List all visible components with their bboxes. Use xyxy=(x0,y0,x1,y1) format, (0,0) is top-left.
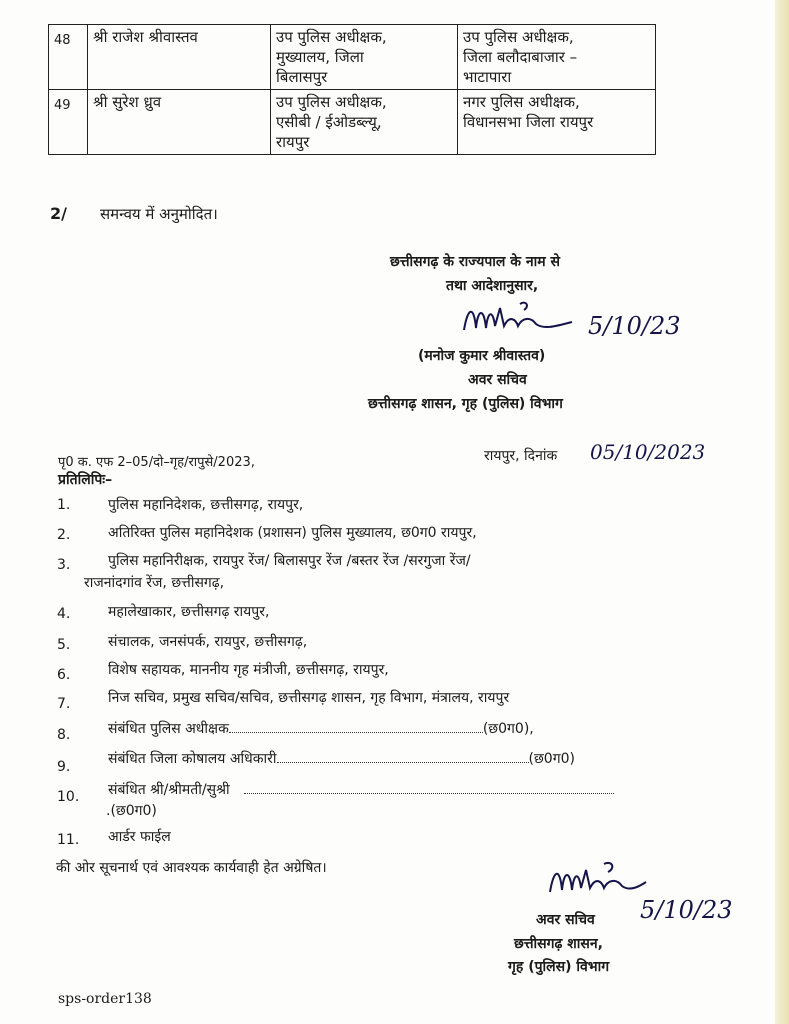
authority-line: छत्तीसगढ़ के राज्यपाल के नाम से xyxy=(390,254,560,270)
current-post-line: मुख्यालय, जिला xyxy=(276,48,364,66)
new-post-line: भाटापारा xyxy=(463,68,512,86)
list-item xyxy=(108,719,534,738)
list-item: अतिरिक्त पुलिस महानिदेशक (प्रशासन) पुलिस मुख्यालय, छ0ग0 रायपुर, xyxy=(108,525,477,541)
current-post xyxy=(271,90,458,155)
new-post xyxy=(458,90,656,155)
page-edge xyxy=(775,0,789,1024)
signature-date: 5/10/23 xyxy=(588,312,681,340)
blank-fill-line xyxy=(229,720,483,733)
paragraph-text: समन्वय में अनुमोदित। xyxy=(100,205,218,223)
officer-name: श्री सुरेश ध्रुव xyxy=(88,90,271,155)
transfer-table xyxy=(48,24,656,155)
table-row xyxy=(49,25,656,90)
list-item-text: संबंधित जिला कोषालय अधिकारी xyxy=(108,751,277,767)
blank-fill-line xyxy=(277,750,529,763)
paragraph-number: 2/ xyxy=(50,204,67,223)
list-number: 7. xyxy=(57,696,71,712)
list-number: 4. xyxy=(57,606,71,622)
document-code: sps-order138 xyxy=(58,991,152,1007)
place-date-label: रायपुर, दिनांक xyxy=(484,448,558,464)
new-post-line: जिला बलौदाबाजार – xyxy=(463,48,578,66)
list-number: 8. xyxy=(57,727,71,743)
table-row xyxy=(49,90,656,155)
current-post-line: एसीबी / ईओडब्ल्यू, xyxy=(276,113,382,131)
list-item: विशेष सहायक, माननीय गृह मंत्रीजी, छत्तीसगढ़, रायपुर, xyxy=(108,662,389,678)
officer-name: श्री राजेश श्रीवास्तव xyxy=(88,25,271,90)
signature-date: 5/10/23 xyxy=(640,896,733,924)
list-item: पुलिस महानिरीक्षक, रायपुर रेंज/ बिलासपुर रेंज /बस्तर रेंज /सरगुजा रेंज/ xyxy=(108,553,471,569)
list-item: पुलिस महानिदेशक, छत्तीसगढ़, रायपुर, xyxy=(108,497,304,513)
list-number: 1. xyxy=(57,497,71,513)
list-number: 2. xyxy=(57,527,71,543)
list-number: 6. xyxy=(57,667,71,683)
list-item: महालेखाकार, छत्तीसगढ़ रायपुर, xyxy=(108,604,270,620)
list-item xyxy=(108,749,575,768)
blank-fill-line xyxy=(244,781,614,794)
current-post-line: उप पुलिस अधीक्षक, xyxy=(276,28,387,46)
officer-name: (मनोज कुमार श्रीवास्तव) xyxy=(418,348,546,364)
authority-line: तथा आदेशानुसार, xyxy=(446,278,539,294)
new-post xyxy=(458,25,656,90)
signature-mark xyxy=(460,300,580,340)
list-item: संचालक, जनसंपर्क, रायपुर, छत्तीसगढ़, xyxy=(108,634,308,650)
current-post-line: उप पुलिस अधीक्षक, xyxy=(276,93,387,111)
current-post-line: रायपुर xyxy=(276,133,310,151)
serial-number: 49 xyxy=(49,90,88,155)
list-item xyxy=(108,780,614,799)
current-post xyxy=(271,25,458,90)
department-name: गृह (पुलिस) विभाग xyxy=(508,959,610,975)
list-item-continuation: .(छ0ग0) xyxy=(106,803,157,819)
endorsement-ref: पृ0 क. एफ 2–05/दो–गृह/रापुसे/2023, xyxy=(58,455,255,470)
list-number: 10. xyxy=(57,789,80,805)
list-number: 3. xyxy=(57,557,71,573)
department-name: छत्तीसगढ़ शासन, गृह (पुलिस) विभाग xyxy=(368,396,563,412)
list-item-text: संबंधित पुलिस अधीक्षक xyxy=(108,721,229,737)
officer-designation: अवर सचिव xyxy=(468,372,527,388)
copy-heading: प्रतिलिपिः– xyxy=(58,472,113,488)
list-number: 5. xyxy=(57,637,71,653)
handwritten-date: 05/10/2023 xyxy=(590,440,706,464)
new-post-line: नगर पुलिस अधीक्षक, xyxy=(463,93,580,111)
current-post-line: बिलासपुर xyxy=(276,68,328,86)
list-item-suffix: (छ0ग0) xyxy=(528,751,575,767)
officer-designation: अवर सचिव xyxy=(536,912,595,928)
list-number: 11. xyxy=(57,832,80,848)
new-post-line: विधानसभा जिला रायपुर xyxy=(463,113,594,131)
closing-text: की ओर सूचनार्थ एवं आवश्यक कार्यवाही हेत अग्रेषित। xyxy=(56,860,327,876)
serial-number: 48 xyxy=(49,25,88,90)
list-item-continuation: राजनांदगांव रेंज, छत्तीसगढ़, xyxy=(84,575,225,591)
list-number: 9. xyxy=(57,759,71,775)
list-item: आर्डर फाईल xyxy=(108,829,171,845)
list-item-suffix: (छ0ग0), xyxy=(482,721,534,737)
list-item: निज सचिव, प्रमुख सचिव/सचिव, छत्तीसगढ़ शासन, गृह विभाग, मंत्रालय, रायपुर xyxy=(108,690,510,706)
new-post-line: उप पुलिस अधीक्षक, xyxy=(463,28,574,46)
government-name: छत्तीसगढ़ शासन, xyxy=(514,936,603,952)
list-item-text: संबंधित श्री/श्रीमती/सुश्री xyxy=(108,782,230,798)
